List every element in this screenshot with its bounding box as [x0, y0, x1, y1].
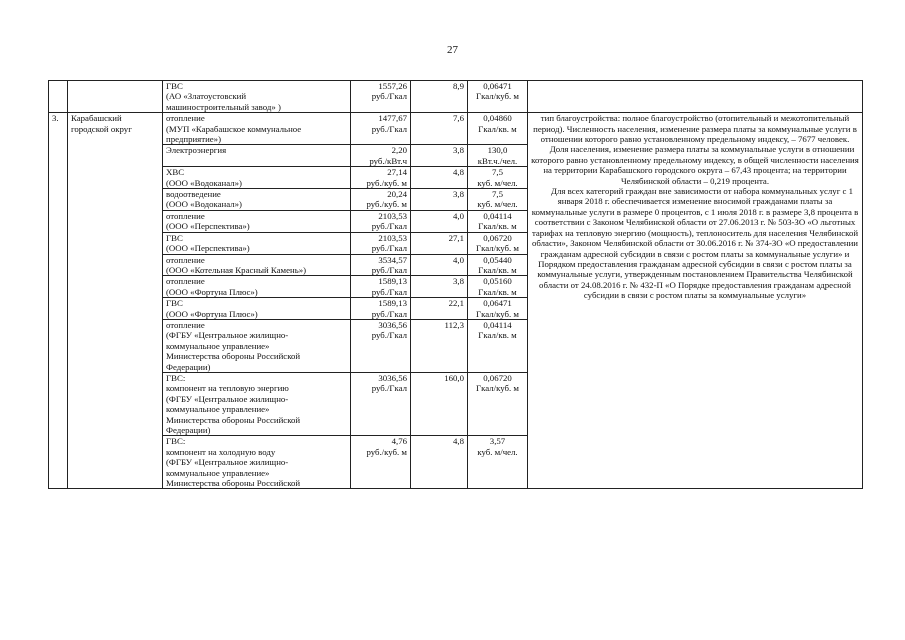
tariff-value: 27,14 [387, 167, 407, 178]
norm-value: 7,5 [492, 189, 503, 200]
norm-unit: Гкал/куб. м [476, 91, 519, 102]
norm-unit: куб. м/чел. [477, 446, 518, 457]
service-line: Министерства обороны Российской [166, 351, 301, 362]
index-cell: 160,0 [411, 372, 468, 435]
service-line: (ООО «Фортуна Плюс») [166, 308, 258, 319]
service-line: (ООО «Водоканал») [166, 177, 242, 188]
norm-cell [468, 254, 528, 276]
norm-value: 0,04860 [483, 113, 512, 124]
service-line: предприятие») [166, 134, 222, 145]
norm-cell [468, 167, 528, 189]
norm-unit: куб. м/чел. [477, 199, 518, 210]
service-cell [163, 113, 351, 145]
description-paragraph: Доля населения, изменение размера платы за коммунальные услуги в отношении которого равно установленному предельному индексу, в общей численности населения на территории Карабашского городского округа – 67,43 процента; на территории Челябинской области – 0,219 процента. [531, 144, 859, 186]
description-paragraph: тип благоустройства: полное благоустройство (отопительный и межотопительный период). Численность населения, изменение размера платы за коммунальные услуги в отношении которого равно установленному предельному индексу, – 7677 человек. [533, 113, 857, 145]
norm-unit: Гкал/кв. м [478, 123, 517, 134]
tariff-value: 3534,57 [378, 254, 407, 265]
index-cell: 3,8 [411, 189, 468, 211]
service-cell [163, 298, 351, 320]
index-cell: 3,8 [411, 145, 468, 167]
tariff-cell [351, 145, 411, 167]
tariff-unit: руб./Гкал [371, 123, 407, 134]
service-line: коммунальное управление» [166, 404, 270, 415]
service-line: Министерства обороны Российской [166, 414, 301, 425]
service-cell [163, 254, 351, 276]
tariff-unit: руб./Гкал [371, 264, 407, 275]
service-cell [163, 210, 351, 232]
tariff-value: 3036,56 [378, 319, 407, 330]
service-cell [163, 81, 351, 113]
service-line: отопление [166, 210, 205, 221]
tariff-unit: руб./Гкал [371, 91, 407, 102]
service-line: отопление [166, 254, 205, 265]
index-cell: 22,1 [411, 298, 468, 320]
tariff-table [48, 80, 863, 489]
service-cell [163, 436, 351, 489]
tariff-cell [351, 210, 411, 232]
tariff-value: 20,24 [387, 189, 407, 200]
service-cell [163, 189, 351, 211]
service-cell [163, 145, 351, 167]
service-line: (ФГБУ «Центральное жилищно- [166, 330, 289, 341]
tariff-unit: руб./Гкал [371, 308, 407, 319]
service-cell [163, 372, 351, 435]
tariff-unit: руб./Гкал [371, 286, 407, 297]
service-line: (ООО «Котельная Красный Камень») [166, 264, 307, 275]
tariff-cell [351, 189, 411, 211]
table-row [49, 113, 863, 145]
table-body [49, 81, 863, 489]
norm-cell [468, 210, 528, 232]
service-cell [163, 232, 351, 254]
norm-cell [468, 436, 528, 489]
municipality-line: Карабашский [71, 113, 122, 124]
index-cell: 3,8 [411, 276, 468, 298]
tariff-unit: руб./Гкал [371, 330, 407, 341]
service-line: ГВС [166, 232, 183, 243]
tariff-cell [351, 167, 411, 189]
row-number-cell: 3. [49, 113, 68, 489]
tariff-value: 1589,13 [378, 276, 407, 287]
row-number-cell [49, 81, 68, 113]
service-line: отопление [166, 113, 205, 124]
norm-unit: Гкал/кв. м [478, 330, 517, 341]
index-cell: 8,9 [411, 81, 468, 113]
norm-unit: Гкал/кв. м [478, 221, 517, 232]
service-line: отопление [166, 276, 205, 287]
norm-value: 0,05160 [483, 276, 512, 287]
index-cell: 4,0 [411, 254, 468, 276]
tariff-unit: руб./куб. м [366, 446, 407, 457]
tariff-value: 2103,53 [378, 232, 407, 243]
norm-value: 130,0 [487, 145, 508, 156]
norm-unit: Гкал/куб. м [476, 243, 519, 254]
description-cell [528, 113, 863, 489]
service-cell [163, 276, 351, 298]
page-number: 27 [447, 44, 458, 56]
tariff-value: 4,76 [391, 436, 407, 447]
service-line: (ООО «Перспектива») [166, 243, 250, 254]
service-line: (АО «Златоустовский [166, 91, 247, 102]
norm-unit: куб. м/чел. [477, 177, 518, 188]
index-cell: 4,0 [411, 210, 468, 232]
municipality-line: городской округ [71, 123, 132, 134]
index-cell: 112,3 [411, 319, 468, 372]
norm-cell [468, 145, 528, 167]
service-line: водоотведение [166, 189, 221, 200]
service-cell [163, 319, 351, 372]
tariff-value: 2,20 [391, 145, 407, 156]
tariff-cell [351, 372, 411, 435]
service-line: коммунальное управление» [166, 467, 270, 478]
description-cell [528, 81, 863, 113]
service-line: (ООО «Перспектива») [166, 221, 250, 232]
index-cell: 4,8 [411, 436, 468, 489]
tariff-cell [351, 276, 411, 298]
norm-unit: Гкал/куб. м [476, 308, 519, 319]
municipality-cell [68, 81, 163, 113]
norm-value: 7,5 [492, 167, 503, 178]
norm-value: 3,57 [489, 436, 506, 447]
service-line: Федерации) [166, 425, 211, 435]
norm-value: 0,06720 [483, 232, 512, 243]
norm-unit: Гкал/кв. м [478, 286, 517, 297]
service-line: ГВС: [166, 372, 186, 383]
norm-value: 0,06471 [483, 298, 512, 309]
norm-cell [468, 113, 528, 145]
tariff-cell [351, 298, 411, 320]
tariff-value: 3036,56 [378, 372, 407, 383]
service-line: ГВС [166, 81, 183, 91]
service-line: Федерации) [166, 361, 211, 372]
tariff-cell [351, 81, 411, 113]
table-row [49, 81, 863, 113]
service-line: ХВС [166, 167, 185, 178]
index-cell: 7,6 [411, 113, 468, 145]
norm-unit: Гкал/куб. м [476, 383, 519, 394]
tariff-cell [351, 113, 411, 145]
tariff-cell [351, 436, 411, 489]
tariff-cell [351, 232, 411, 254]
norm-value: 0,04114 [483, 210, 512, 221]
norm-cell [468, 232, 528, 254]
norm-value: 0,05440 [483, 254, 512, 265]
norm-unit: кВт.ч./чел. [477, 155, 518, 166]
tariff-unit: руб./кВт.ч [369, 155, 407, 166]
tariff-cell [351, 254, 411, 276]
tariff-cell [351, 319, 411, 372]
tariff-unit: руб./Гкал [371, 221, 407, 232]
service-line: (ООО «Фортуна Плюс») [166, 286, 258, 297]
tariff-unit: руб./Гкал [371, 383, 407, 394]
index-cell: 27,1 [411, 232, 468, 254]
norm-cell [468, 276, 528, 298]
description-paragraph: Для всех категорий граждан вне зависимости от набора коммунальных услуг с 1 января 2018 г. обеспечивается изменение вносимой гражданами платы за коммунальные услуги в размере 0 процентов, с 1 июля 2018 г. в размере 3,8 процента в соответствии с Законом Челябинской области от 27.06.2013 г. № 503-ЗО «О льготных тарифах на тепловую энергию (мощность), теплоноситель для населения Челябинской области», Законом Челябинской области от 30.06.2016 г. № 374-ЗО «О предоставлении гражданам адресной субсидии в связи с ростом платы за коммунальные услуги» и Порядком предоставления гражданам адресной субсидии в связи с ростом платы за коммунальные услуги, утвержденным постановлением Правительства Челябинской области от 24.08.2016 г. № 432-П «О Порядке предоставления гражданам адресной субсидии в связи с ростом платы за коммунальные услуги» [531, 186, 859, 301]
service-line: Электроэнергия [166, 145, 227, 156]
norm-value: 0,04114 [483, 319, 512, 330]
tariff-value: 1477,67 [378, 113, 407, 124]
service-line: компонент на тепловую энергию [166, 383, 289, 394]
municipality-cell [68, 113, 163, 489]
index-cell: 4,8 [411, 167, 468, 189]
service-line: ГВС: [166, 436, 186, 447]
tariff-unit: руб./куб. м [366, 199, 407, 210]
service-cell [163, 167, 351, 189]
norm-unit: Гкал/кв. м [478, 264, 517, 275]
service-line: Министерства обороны Российской [166, 478, 301, 489]
norm-cell [468, 81, 528, 113]
service-line: коммунальное управление» [166, 340, 270, 351]
service-line: машиностроительный завод» ) [166, 101, 281, 112]
tariff-value: 2103,53 [378, 210, 407, 221]
service-line: компонент на холодную воду [166, 446, 276, 457]
norm-cell [468, 319, 528, 372]
service-line: ГВС [166, 298, 183, 309]
service-line: отопление [166, 319, 205, 330]
norm-cell [468, 189, 528, 211]
norm-cell [468, 372, 528, 435]
norm-cell [468, 298, 528, 320]
norm-value: 0,06720 [483, 372, 512, 383]
tariff-unit: руб./куб. м [366, 177, 407, 188]
tariff-value: 1589,13 [378, 298, 407, 309]
service-line: (ООО «Водоканал») [166, 199, 242, 210]
tariff-value: 1557,26 [378, 81, 407, 91]
service-line: (МУП «Карабашское коммунальное [166, 123, 302, 134]
service-line: (ФГБУ «Центральное жилищно- [166, 457, 289, 468]
norm-value: 0,06471 [483, 81, 512, 91]
tariff-unit: руб./Гкал [371, 243, 407, 254]
service-line: (ФГБУ «Центральное жилищно- [166, 393, 289, 404]
